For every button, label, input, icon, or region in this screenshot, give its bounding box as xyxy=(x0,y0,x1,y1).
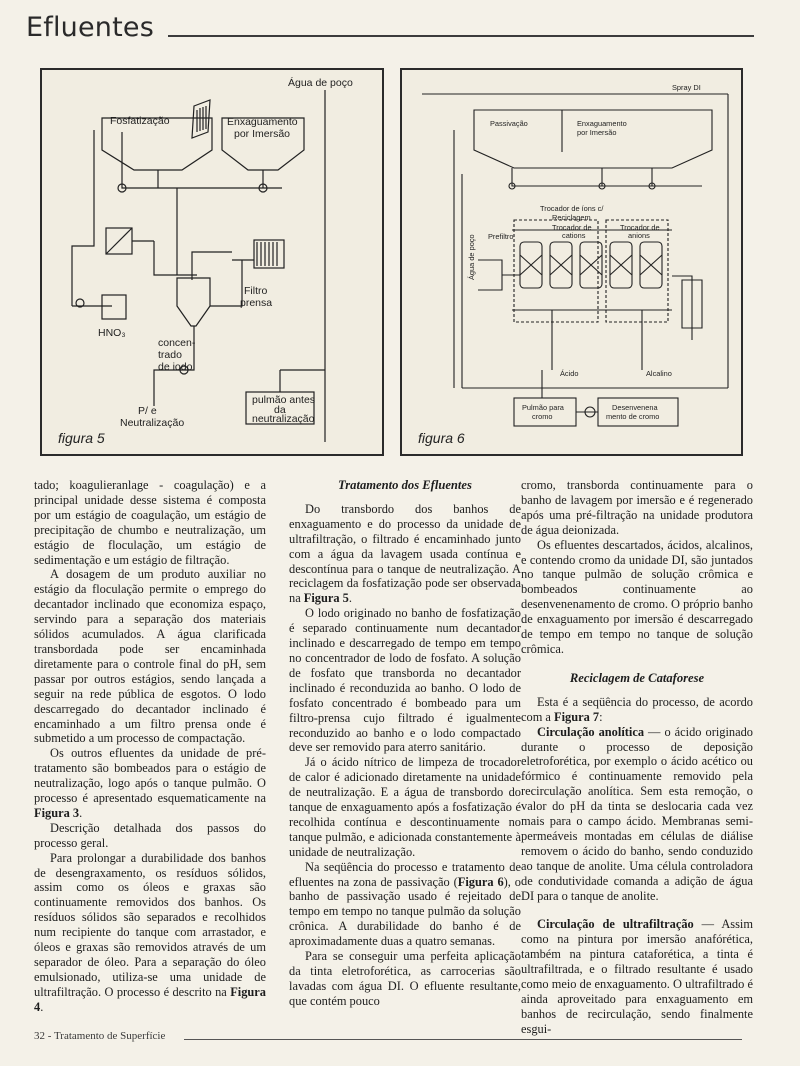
fig6-enxaguamento-2: por Imersão xyxy=(577,128,617,137)
term: Circulação de ultrafiltração xyxy=(537,917,694,932)
paragraph xyxy=(289,860,521,949)
fig6-passivacao: Passivação xyxy=(490,119,528,128)
figure-reference: Figura 7 xyxy=(554,709,600,724)
figure-reference: Figura 3 xyxy=(34,805,80,820)
paragraph-text: Do transbordo dos banhos de enxaguamento e do processo da unidade de ultrafiltração, o filtrado é encaminhado junto com a água da lavagem usada contínua e descontínua para o tanque de neutralização. A reciclagem da fosfatização pode ser observada na xyxy=(289,501,521,606)
fig6-trocador-cations-1: Trocador de xyxy=(552,223,592,232)
paragraph: Para prolongar a durabilidade dos banhos de desengraxamento, os resíduos sólidos, assim como os óleos e graxas são continuamente removidos dos banhos. Os resíduos sólidos são separados e recolhidos num recipiente do tanque com arrastador, e óleos e graxas são removidos através de um separador de óleo. Para a separação do óleo emulsionado, utiliza-se uma unidade de ultrafiltração. O processo é descrito na Figura 4. xyxy=(34,850,266,1014)
figure-5-caption: figura 5 xyxy=(58,430,105,446)
figure-reference: Figura 5 xyxy=(303,591,349,606)
fig5-filtro-2: prensa xyxy=(240,297,273,309)
fig5-filtro-1: Filtro xyxy=(244,285,268,297)
paragraph xyxy=(521,917,753,1036)
paragraph: Os efluentes descartados, ácidos, alcalinos, e contendo cromo da unidade DI, são juntados no tanque pulmão de solução crômica e bombeados continuamente ao desenvenenamento de cromo. O próprio banho de enxaguamento por imersão é descarregado de tempo em tempo no tanque de solução crômica. xyxy=(521,537,753,656)
fig6-desenvenena-2: mento de cromo xyxy=(606,412,660,421)
section-heading: Reciclagem de Cataforese xyxy=(569,670,705,685)
footer-rule xyxy=(184,1039,742,1040)
paragraph: cromo, transborda continuamente para o banho de lavagem por imersão e é regenerado após uma pré-filtração na unidade produtora de água deionizada. xyxy=(521,478,753,537)
paragraph: tado; koagulieranlage - coagulação) e a principal unidade desse sistema é composta por um estágio de coagulação, um estágio de precipitação de chumbo e neutralização, um estágio de floculação, um estágio de sedimentação e um estágio de filtração. xyxy=(34,478,266,567)
fig5-pulmao-2: da xyxy=(274,404,286,416)
fig6-agua-poco: Água de poço xyxy=(467,234,476,280)
fig5-neutral-1: P/ e xyxy=(138,405,157,417)
paragraph: Já o ácido nítrico de limpeza de trocador de calor é adicionado diretamente na unidade de neutralização. E a água de transbordo do tanque de enxaguamento após a fosfatização é recolhida contínua e descontinuamente no tanque pulmão, e adicionada constantemente à unidade de neutralização. xyxy=(289,755,521,859)
text-column-2 xyxy=(289,478,521,1009)
figure-6-diagram xyxy=(402,70,741,454)
figure-reference: Figura 6 xyxy=(457,874,504,889)
fig6-alcalino: Alcalino xyxy=(646,369,672,378)
figure-5 xyxy=(40,68,384,456)
paragraph: Esta é a seqüência do processo, de acordo com a Figura 7: xyxy=(521,694,753,724)
fig6-pulmao-2: cromo xyxy=(532,412,553,421)
paragraph-text: Os outros efluentes da unidade de pré-tratamento são bombeados para o estágio de neutralização, logo após o tanque pulmão. O processo é apresentado esquematicamente na xyxy=(34,746,266,806)
fig5-neutral-2: Neutralização xyxy=(120,417,185,429)
section-heading: Tratamento dos Efluentes xyxy=(338,478,472,492)
fig6-prefiltro: Prefiltro xyxy=(488,232,514,241)
spacer xyxy=(521,657,753,671)
fig6-enxaguamento-1: Enxaguamento xyxy=(577,119,627,128)
page-header xyxy=(26,12,756,48)
figure-5-diagram xyxy=(42,70,382,454)
fig6-spray: Spray DI xyxy=(672,83,701,92)
fig5-pulmao-1: pulmão antes xyxy=(252,394,316,406)
fig5-enxaguamento-1: Enxaguamento xyxy=(227,116,298,128)
fig6-pulmao-1: Pulmão para xyxy=(522,403,564,412)
paragraph-text: Para prolongar a durabilidade dos banhos de desengraxamento, os resíduos sólidos, assim como os óleos e graxas são continuamente removidos dos banhos. Os resíduos sólidos são separados e recolhidos num recipiente do tanque com arrastador, e óleos e graxas são removidos através de um separador de óleo. Para a separação do óleo emulsionado, utiliza-se uma unidade de ultrafiltração. O processo é descrito na xyxy=(34,850,266,999)
fig5-concentrado-1: concen- xyxy=(158,337,196,349)
fig5-hno3: HNO₃ xyxy=(98,327,126,339)
fig5-concentrado-2: trado xyxy=(158,349,182,361)
fig5-fosfatizacao: Fosfatização xyxy=(110,115,170,127)
paragraph: A dosagem de um produto auxiliar no estágio da floculação permite o emprego do decantador inclinado que economiza espaço, servindo para a separação dos materiais sólidos acumulados. A água clarificada transbordada pode ser encaminhada diretamente para o controle final do pH, sem passar por outros estágios, sendo lançada a seguir na rede pública de esgotos. O lodo descarregado do decantador inclinado é encaminhado a um filtro prensa onde é submetido a um processo de compactação. xyxy=(34,567,266,746)
section-title: Efluentes xyxy=(26,12,154,43)
fig5-enxaguamento-2: por Imersão xyxy=(234,128,291,140)
fig6-trocador-anions-1: Trocador de xyxy=(620,223,660,232)
text-column-3 xyxy=(521,478,753,1037)
paragraph-text: — o ácido originado durante o processo de deposição eletroforética, por exemplo o ácido acético ou fórmico é continuamente removido pela recirculação anolítica. Sem esta remoção, o valor do pH da tinta se deslocaria cada vez mais para o campo ácido. Membranas semi-permeáveis montadas em células de diálise removem o ácido do banho, sendo conduzido ao tanque de anolite. Uma célula controladora de condutividade comanda a adição de água DI para o tanque de anolite. xyxy=(521,724,753,903)
paragraph: Os outros efluentes da unidade de pré-tratamento são bombeados para o estágio de neutralização, logo após o tanque pulmão. O processo é apresentado esquematicamente na Figura 3. xyxy=(34,746,266,820)
page-footer xyxy=(34,1030,744,1044)
header-rule xyxy=(168,35,754,37)
fig6-desenvenena-1: Desenvenena xyxy=(612,403,658,412)
fig6-trocador-cations-2: cations xyxy=(562,231,586,240)
figure-reference: Figura 4 xyxy=(34,984,266,1014)
spacer xyxy=(521,903,753,917)
paragraph-text: — Assim como na pintura por imersão anafórética, também na pintura cataforética, a tinta é ultrafiltrada, e o filtrado resultante é usado como meio de enxaguamento. O ultrafiltrado é ainda aproveitado para enxaguamento em banhos de recirculação, sendo finalmente esgui- xyxy=(521,917,753,1036)
paragraph: Descrição detalhada dos passos do processo geral. xyxy=(34,820,266,850)
paragraph: Para se conseguir uma perfeita aplicação da tinta eletroforética, as carrocerias são lavadas com água DI. O efluente resultante, que contém pouco xyxy=(289,949,521,1008)
paragraph-text: Esta é a seqüência do processo, de acordo com a xyxy=(521,694,753,724)
fig6-trocador-ions-1: Trocador de íons c/ xyxy=(540,204,604,213)
paragraph xyxy=(521,725,753,904)
fig5-pulmao-3: neutralização xyxy=(252,413,315,425)
paragraph-text: Na seqüência do processo e tratamento de efluentes na zona de passivação ( xyxy=(289,859,521,889)
fig6-trocador-anions-2: anions xyxy=(628,231,650,240)
paragraph: O lodo originado no banho de fosfatização é separado continuamente num decantador inclinado e descarregado de tempo em tempo no concentrador de lodo de fosfato. A solução de fosfato que transborda no decantador inclinado é reconduzida ao banho. O lodo de fosfato concentrado é bombeado para um filtro-prensa cujo filtrado é igualmente reconduzido ao banho e o lodo compactado deve ser removido para aterro sanitário. xyxy=(289,606,521,755)
footer-text: 32 - Tratamento de Superfície xyxy=(34,1030,166,1042)
fig6-trocador-ions-2: Reciclagem xyxy=(552,213,591,222)
paragraph-text: ), o banho de passivação usado é rejeitado de tempo em tempo no tanque pulmão da solução crônica. A durabilidade do banho é de aproximadamente duas a quatro semanas. xyxy=(289,874,521,949)
fig6-acido: Ácido xyxy=(560,369,579,378)
fig5-agua-poco: Água de poço xyxy=(288,77,353,89)
figure-6 xyxy=(400,68,743,456)
text-column-1 xyxy=(34,478,266,1015)
fig5-concentrado-3: de iodo xyxy=(158,361,193,373)
paragraph: Do transbordo dos banhos de enxaguamento e do processo da unidade de ultrafiltração, o filtrado é encaminhado junto com a água da lavagem usada contínua e descontínua para o tanque de neutralização. A reciclagem da fosfatização pode ser observada na Figura 5. xyxy=(289,501,521,606)
figure-6-caption: figura 6 xyxy=(418,430,465,446)
term: Circulação anolítica xyxy=(537,724,645,739)
